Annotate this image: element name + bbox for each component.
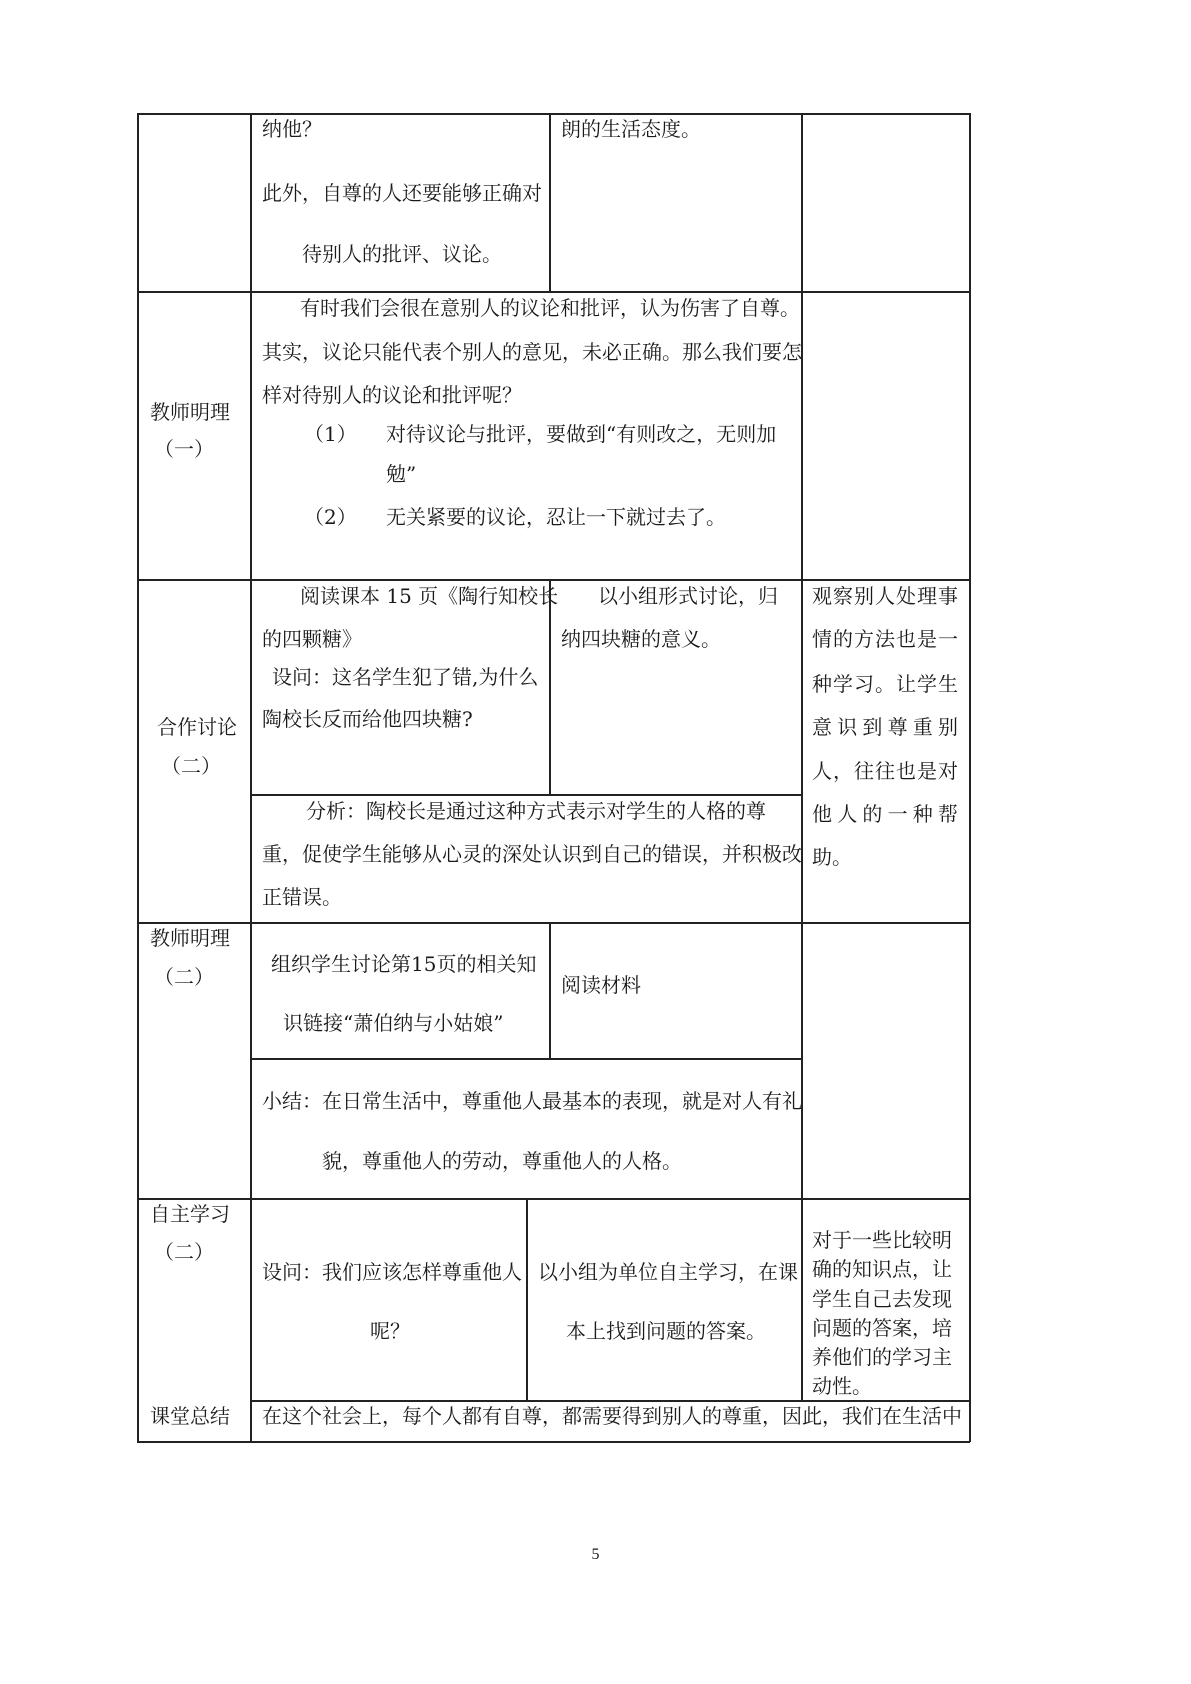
- row2-intro-line1: 有时我们会很在意别人的议论和批评，认为伤害了自尊。: [300, 296, 800, 320]
- row3-label-line1: 合作讨论: [157, 715, 237, 739]
- row2-item2-number: （2）: [304, 505, 357, 529]
- row5-label-line2: （二）: [154, 1240, 214, 1264]
- row1-col3-text: 朗的生活态度。: [561, 117, 701, 141]
- row4-summary-line2: 貌，尊重他人的劳动，尊重他人的人格。: [322, 1149, 682, 1173]
- row3-col4-line6: 他人的一种帮: [812, 802, 958, 826]
- row2-label-line2: （一）: [154, 437, 214, 461]
- page-number: 5: [591, 1546, 600, 1563]
- row3-analysis-line3: 正错误。: [262, 885, 342, 909]
- row5-label-line1: 自主学习: [150, 1202, 230, 1226]
- row4-col3-text: 阅读材料: [561, 973, 641, 997]
- row6-text: 在这个社会上，每个人都有自尊，都需要得到别人的尊重，因此，我们在生活中: [262, 1404, 962, 1428]
- row3-col2-line1: 阅读课本 15 页《陶行知校长: [300, 584, 559, 608]
- row3-col4-line5: 人，往往也是对: [812, 759, 958, 783]
- row5-col4-line1: 对于一些比较明: [812, 1228, 952, 1252]
- row3-col4-line7: 助。: [812, 845, 852, 869]
- row2-label-line1: 教师明理: [150, 400, 230, 424]
- row1-col2-line3: 待别人的批评、议论。: [302, 242, 502, 266]
- row2-intro-line2: 其实，议论只能代表个别人的意见，未必正确。那么我们要怎: [262, 340, 802, 364]
- row5-col4-line2: 确的知识点，让: [812, 1257, 952, 1281]
- row3-col3-line1: 以小组形式讨论，归: [598, 584, 778, 608]
- row5-col4-line5: 养他们的学习主: [812, 1345, 952, 1369]
- row3-col2-line4: 陶校长反而给他四块糖?: [262, 707, 473, 731]
- row1-col2-line1: 纳他？: [262, 117, 322, 141]
- row3-analysis-line1: 分析：陶校长是通过这种方式表示对学生的人格的尊: [306, 799, 766, 823]
- row4-label-line2: （二）: [154, 965, 214, 989]
- row5-col3-line1: 以小组为单位自主学习，在课: [538, 1260, 798, 1284]
- row5-col2-line2: 呢？: [370, 1319, 410, 1343]
- row2-item1-line1: 对待议论与批评，要做到“有则改之，无则加: [386, 422, 777, 446]
- row2-item1-number: （1）: [304, 422, 357, 446]
- row2-item1-line2: 勉”: [386, 462, 417, 486]
- row5-col3-line2: 本上找到问题的答案。: [566, 1319, 766, 1343]
- row2-intro-line3: 样对待别人的议论和批评呢？: [262, 383, 522, 407]
- row2-item2-text: 无关紧要的议论，忍让一下就过去了。: [386, 505, 726, 529]
- row5-col2-line1: 设问：我们应该怎样尊重他人: [262, 1260, 522, 1284]
- row5-col4-line3: 学生自己去发现: [812, 1287, 952, 1311]
- row3-col4-line3: 种学习。让学生: [812, 672, 958, 696]
- row3-col2-line3: 设问：这名学生犯了错,为什么: [272, 665, 539, 689]
- row3-col2-line2: 的四颗糖》: [262, 627, 362, 651]
- row3-analysis-line2: 重，促使学生能够从心灵的深处认识到自己的错误，并积极改: [262, 842, 802, 866]
- row3-col3-line2: 纳四块糖的意义。: [561, 627, 721, 651]
- row3-col4-line1: 观察别人处理事: [812, 584, 958, 608]
- row3-col4-line2: 情的方法也是一: [812, 627, 958, 651]
- row1-col2-line2: 此外，自尊的人还要能够正确对: [262, 181, 542, 205]
- row6-label: 课堂总结: [150, 1404, 230, 1428]
- row4-summary-line1: 小结：在日常生活中，尊重他人最基本的表现，就是对人有礼: [262, 1089, 802, 1113]
- row4-col2-line1: 组织学生讨论第15页的相关知: [271, 952, 537, 976]
- row4-col2-line2: 识链接“萧伯纳与小姑娘”: [283, 1011, 504, 1035]
- row5-col4-line6: 动性。: [812, 1374, 872, 1398]
- row3-col4-line4: 意识到尊重别: [812, 715, 958, 739]
- row5-col4-line4: 问题的答案，培: [812, 1316, 952, 1340]
- row3-label-line2: （二）: [161, 754, 221, 778]
- row4-label-line1: 教师明理: [150, 926, 230, 950]
